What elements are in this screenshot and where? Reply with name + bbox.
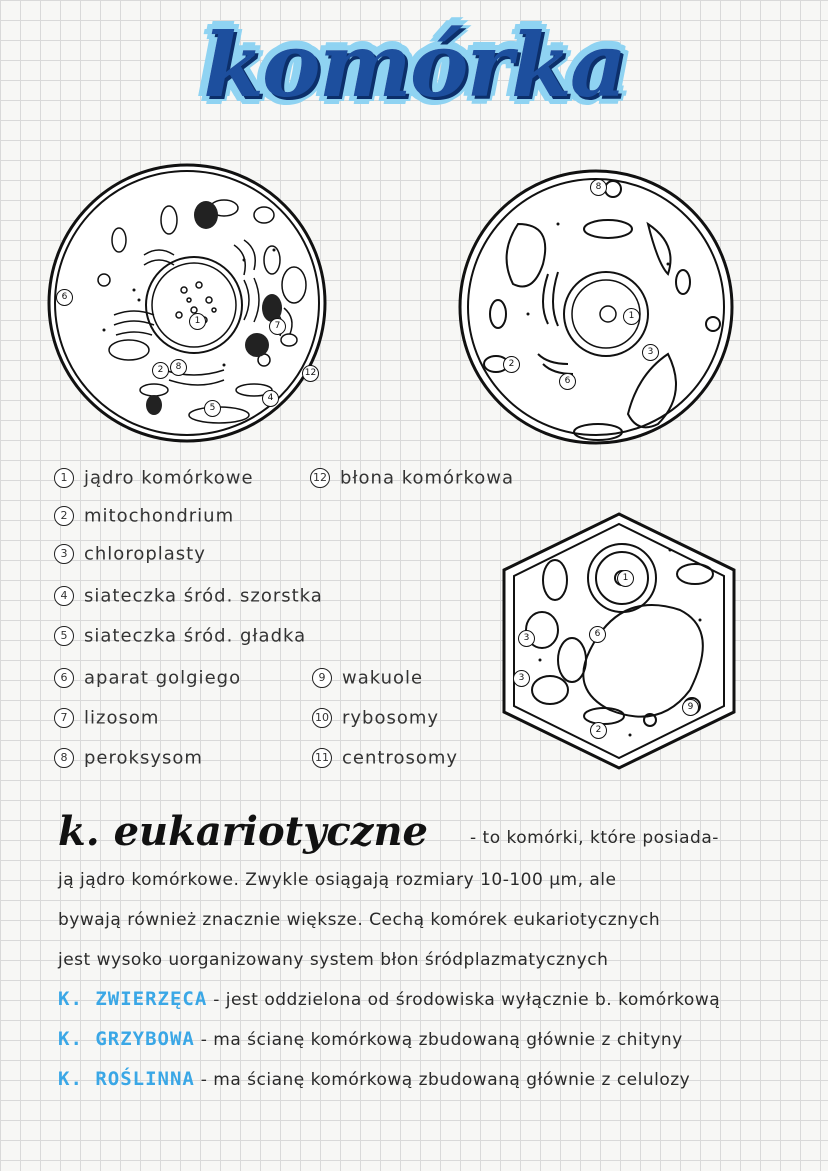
legend-number: 1 (54, 468, 74, 488)
cell-type-name: K. ROŚLINNA (58, 1068, 195, 1090)
legend-label: aparat golgiego (84, 667, 242, 689)
cell-type-text: - jest oddzielona od środowiska wyłącznie b. komórkową (213, 990, 721, 1010)
cell-marker-9: 9 (682, 699, 699, 716)
legend-item (310, 467, 514, 489)
legend-item (54, 505, 234, 527)
cell-marker-1: 1 (617, 570, 634, 587)
legend-item (54, 467, 254, 489)
legend-number: 7 (54, 708, 74, 728)
cell-marker-8: 8 (590, 179, 607, 196)
legend-item (312, 707, 439, 729)
legend-number: 8 (54, 748, 74, 768)
cell-marker-6: 6 (589, 626, 606, 643)
legend-label: chloroplasty (84, 543, 206, 565)
legend-label: centrosomy (342, 747, 459, 769)
legend-item (54, 543, 206, 565)
cell-type-plant (58, 1068, 690, 1090)
cell-marker-1: 1 (623, 308, 640, 325)
cell-marker-2: 2 (503, 356, 520, 373)
legend-number: 9 (312, 668, 332, 688)
cell-marker-2: 2 (152, 362, 169, 379)
intro-line: - to komórki, które posiada- (470, 828, 719, 848)
cell-marker-3: 3 (518, 630, 535, 647)
cell-type-name: K. ZWIERZĘCA (58, 988, 208, 1010)
legend-label: wakuole (342, 667, 424, 689)
legend-item (54, 585, 323, 607)
cell-marker-7: 7 (269, 318, 286, 335)
animal-cell-drawing (44, 160, 334, 450)
plant-cell-round-drawing (458, 164, 740, 456)
plant-cell-hexagon-drawing (500, 510, 738, 772)
intro-line: jest wysoko uorganizowany system błon śródplazmatycznych (58, 950, 609, 970)
cell-marker-4: 4 (262, 390, 279, 407)
cell-type-animal (58, 988, 720, 1010)
legend-item (54, 625, 306, 647)
cell-type-fungal (58, 1028, 683, 1050)
intro-line: bywają również znacznie większe. Cechą komórek eukariotycznych (58, 910, 661, 930)
legend-item (54, 747, 203, 769)
legend-number: 3 (54, 544, 74, 564)
legend-label: siateczka śród. gładka (84, 625, 307, 647)
cell-marker-8: 8 (170, 359, 187, 376)
legend-number: 11 (312, 748, 332, 768)
cell-marker-6: 6 (56, 289, 73, 306)
legend-label: mitochondrium (84, 505, 235, 527)
legend-label: jądro komórkowe (84, 467, 254, 489)
page-title: komórka (203, 13, 625, 117)
legend-number: 5 (54, 626, 74, 646)
cell-marker-3: 3 (642, 344, 659, 361)
legend-label: peroksysom (84, 747, 203, 769)
legend-item (54, 667, 241, 689)
legend-number: 10 (312, 708, 332, 728)
cell-marker-6: 6 (559, 373, 576, 390)
cell-marker-2: 2 (590, 722, 607, 739)
legend-item (312, 747, 458, 769)
section-heading: k. eukariotyczne (58, 808, 428, 855)
intro-line: ją jądro komórkowe. Zwykle osiągają rozmiary 10-100 µm, ale (58, 870, 617, 890)
cell-marker-12: 12 (302, 365, 319, 382)
legend-number: 2 (54, 506, 74, 526)
legend-label: lizosom (84, 707, 160, 729)
cell-type-text: - ma ścianę komórkową zbudowaną głównie z celulozy (200, 1070, 691, 1090)
cell-type-name: K. GRZYBOWA (58, 1028, 195, 1050)
cell-marker-3: 3 (513, 670, 530, 687)
legend-number: 4 (54, 586, 74, 606)
legend-item (312, 667, 423, 689)
legend-label: błona komórkowa (340, 467, 515, 489)
cell-type-text: - ma ścianę komórkową zbudowaną głównie z chityny (200, 1030, 683, 1050)
legend-number: 6 (54, 668, 74, 688)
legend-label: rybosomy (342, 707, 440, 729)
legend-label: siateczka śród. szorstka (84, 585, 323, 607)
legend-item (54, 707, 159, 729)
cell-marker-1: 1 (189, 313, 206, 330)
legend-number: 12 (310, 468, 330, 488)
cell-marker-5: 5 (204, 400, 221, 417)
